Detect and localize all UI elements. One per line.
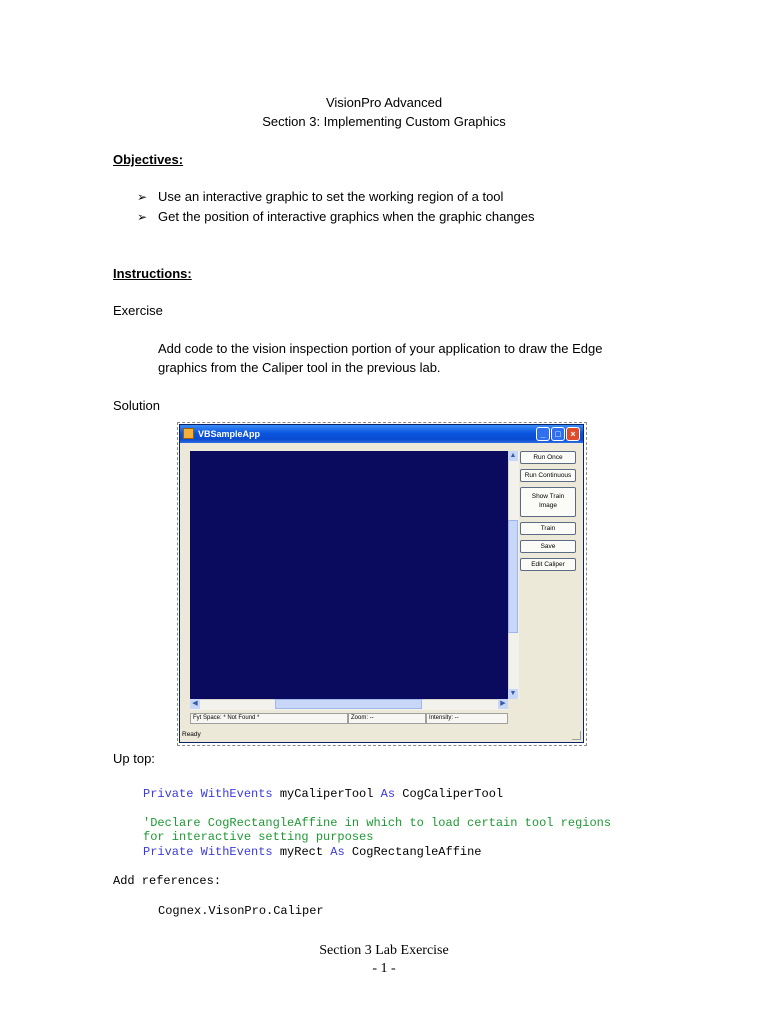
bullet-arrow-icon: ➢ [137,190,148,204]
run-once-button[interactable]: Run Once [520,451,576,464]
code-keyword: As [330,845,345,859]
scroll-right-icon[interactable]: ▶ [498,699,508,709]
exercise-label: Exercise [113,303,163,318]
code-type: CogCaliperTool [402,787,504,801]
code-keyword: Private [143,787,194,801]
train-button[interactable]: Train [520,522,576,535]
reference-item: Cognex.VisonPro.Caliper [158,904,324,918]
code-type: CogRectangleAffine [351,845,482,859]
code-keyword: WithEvents [200,787,273,801]
page-number: - 1 - [372,961,396,976]
vertical-scroll-thumb[interactable] [508,520,518,633]
add-references-label: Add references: [113,874,222,888]
code-line [143,787,503,802]
save-button[interactable]: Save [520,540,576,553]
scroll-left-icon[interactable]: ◀ [190,699,200,709]
app-icon [183,428,194,439]
objectives-heading: Objectives: [113,152,184,167]
edit-caliper-button[interactable]: Edit Caliper [520,558,576,571]
status-space: Fyt Space: * Not Found * [190,713,348,724]
image-display[interactable] [190,451,508,699]
scroll-up-icon[interactable]: ▲ [509,452,517,459]
window-title: VBSampleApp [198,429,261,439]
app-window-screenshot [179,424,584,743]
code-keyword: WithEvents [200,845,273,859]
horizontal-scroll-thumb[interactable] [275,699,422,709]
show-train-image-button[interactable] [520,487,576,517]
code-comment: for interactive setting purposes [143,830,374,844]
resize-grip-icon[interactable] [572,731,581,740]
bullet-arrow-icon: ➢ [137,210,148,224]
instructions-heading: Instructions: [113,266,192,281]
exercise-text: graphics from the Caliper tool in the previous lab. [158,360,441,375]
status-zoom: Zoom: -- [348,713,426,724]
show-train-image-label: Image [538,502,558,509]
exercise-text: Add code to the vision inspection portion of your application to draw the Edge [158,341,603,356]
footer-title: Section 3 Lab Exercise [319,943,449,958]
code-identifier: myCaliperTool [279,787,374,801]
status-ready: Ready [182,731,201,738]
code-keyword: Private [143,845,194,859]
window-titlebar [180,425,583,443]
code-line [143,845,482,860]
objective-item: Get the position of interactive graphics when the graphic changes [158,209,535,224]
document-subtitle: Section 3: Implementing Custom Graphics [262,114,506,129]
scroll-down-icon[interactable]: ▼ [509,690,517,697]
run-continuous-button[interactable]: Run Continuous [520,469,576,482]
document-title: VisionPro Advanced [325,95,443,110]
code-comment: 'Declare CogRectangleAffine in which to load certain tool regions [143,816,612,830]
show-train-image-label: Show Train [531,493,565,500]
up-top-label: Up top: [113,751,155,766]
code-identifier: myRect [279,845,324,859]
minimize-icon[interactable]: _ [536,427,550,441]
close-icon[interactable]: × [566,427,580,441]
maximize-icon[interactable]: □ [551,427,565,441]
solution-label: Solution [113,398,160,413]
status-intensity: Intensity: -- [426,713,508,724]
objective-item: Use an interactive graphic to set the working region of a tool [158,189,504,204]
code-keyword: As [380,787,396,801]
